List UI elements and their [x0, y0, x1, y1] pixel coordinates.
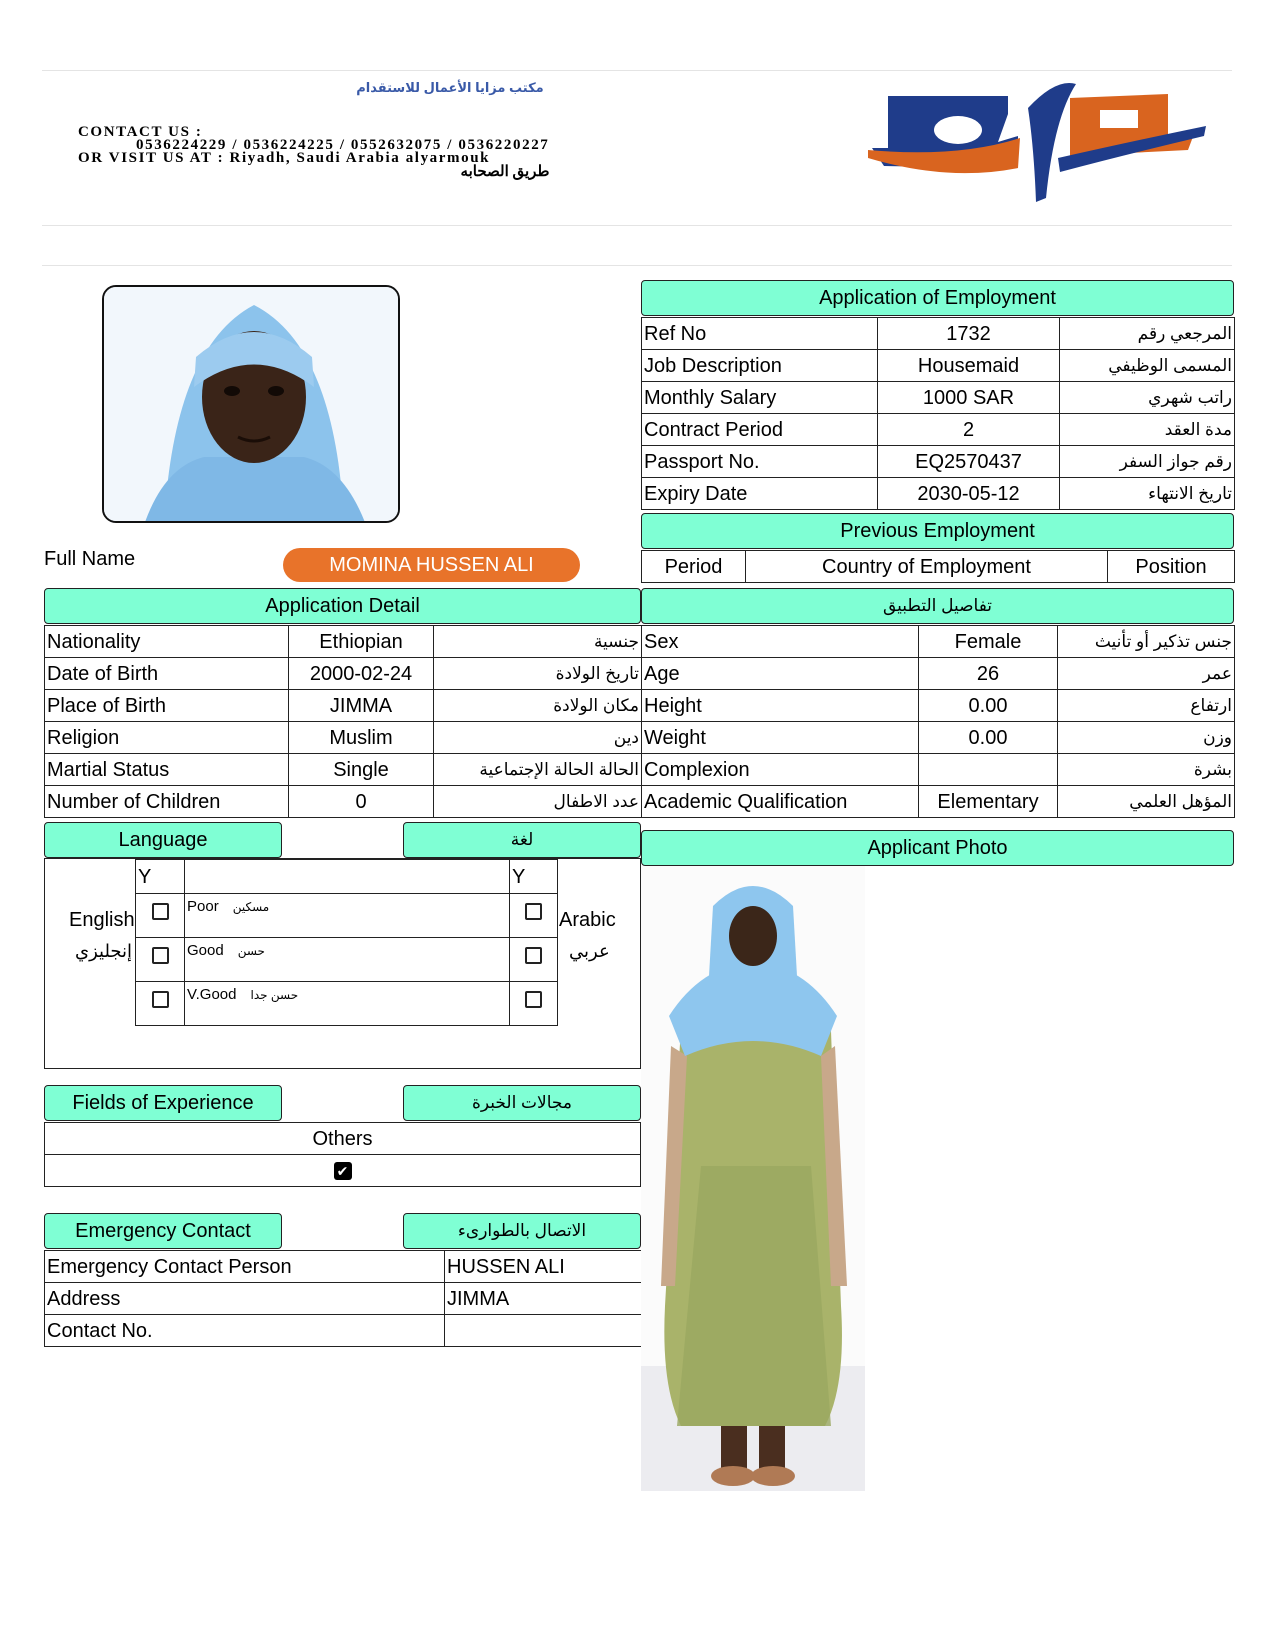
arabic-y-header: Y — [510, 860, 558, 894]
application-detail-ar-value: 0.00 — [919, 722, 1058, 754]
header-top-rule — [42, 70, 1232, 71]
application-detail-ar-label: Weight — [642, 722, 919, 754]
application-detail-table — [44, 625, 642, 818]
emergency-label: Contact No. — [45, 1315, 445, 1347]
application-employment-label: Job Description — [642, 350, 878, 382]
emergency-label: Address — [45, 1283, 445, 1315]
language-level-label-ar: مسكين — [232, 900, 270, 914]
previous-employment-table — [641, 550, 1235, 583]
experience-table — [44, 1122, 641, 1187]
prev-col-country: Country of Employment — [746, 551, 1108, 583]
arabic-level-checkbox[interactable] — [525, 947, 542, 964]
arabic-level-checkbox-cell — [510, 982, 558, 1026]
application-employment-label: Ref No — [642, 318, 878, 350]
application-detail-label: Place of Birth — [45, 690, 289, 722]
language-title: Language — [44, 822, 282, 858]
application-employment-value: Housemaid — [878, 350, 1060, 382]
application-employment-label: Monthly Salary — [642, 382, 878, 414]
application-detail-value: JIMMA — [289, 690, 434, 722]
application-employment-title: Application of Employment — [641, 280, 1234, 316]
application-employment-value: 2030-05-12 — [878, 478, 1060, 510]
application-detail-ar-label-ar: عمر — [1058, 658, 1235, 690]
language-level-label-ar: حسن — [237, 944, 265, 958]
emergency-value — [445, 1315, 642, 1347]
application-detail-ar-label: Height — [642, 690, 919, 722]
contact-phones: 0536224229 / 0536224225 / 0552632075 / 0536220227 — [136, 137, 550, 153]
application-detail-label-ar: تاريخ الولادة — [434, 658, 642, 690]
language-header-spacer — [185, 860, 510, 894]
english-level-checkbox-cell — [136, 982, 185, 1026]
english-level-checkbox-cell — [136, 894, 185, 938]
application-detail-ar-row — [642, 754, 1235, 786]
application-detail-value: 2000-02-24 — [289, 658, 434, 690]
emergency-title-ar: الاتصال بالطوارىء — [403, 1213, 641, 1249]
application-employment-label-ar: تاريخ الانتهاء — [1060, 478, 1235, 510]
emergency-row — [45, 1283, 642, 1315]
arabic-level-checkbox-cell — [510, 938, 558, 982]
language-level-label: Good — [187, 942, 224, 959]
language-level-label-ar: حسن جدا — [250, 988, 299, 1002]
application-detail-row — [45, 690, 642, 722]
office-name: مكتب مزايا الأعمال للاستقدام — [356, 80, 544, 95]
application-employment-value: 1732 — [878, 318, 1060, 350]
application-detail-ar-label: Sex — [642, 626, 919, 658]
english-level-checkbox[interactable] — [152, 903, 169, 920]
application-employment-row — [642, 350, 1235, 382]
arabic-label-ar: عربي — [569, 941, 610, 961]
passport-photo — [102, 285, 400, 523]
application-detail-ar-value: Female — [919, 626, 1058, 658]
application-detail-ar-row — [642, 722, 1235, 754]
language-level-row — [136, 938, 558, 982]
arabic-level-checkbox[interactable] — [525, 991, 542, 1008]
application-employment-value: EQ2570437 — [878, 446, 1060, 478]
contact-block — [78, 124, 549, 181]
contact-street: طريق الصحابه — [460, 164, 550, 180]
emergency-title: Emergency Contact — [44, 1213, 282, 1249]
language-level-label-cell — [185, 938, 510, 982]
application-detail-label: Martial Status — [45, 754, 289, 786]
application-detail-value: Muslim — [289, 722, 434, 754]
previous-employment-title: Previous Employment — [641, 513, 1234, 549]
application-employment-value: 2 — [878, 414, 1060, 446]
application-detail-ar-label: Age — [642, 658, 919, 690]
application-detail-row — [45, 626, 642, 658]
application-detail-ar-label-ar: ارتفاع — [1058, 690, 1235, 722]
application-detail-label-ar: مكان الولادة — [434, 690, 642, 722]
experience-title: Fields of Experience — [44, 1085, 282, 1121]
application-detail-ar-value: Elementary — [919, 786, 1058, 818]
application-detail-label: Religion — [45, 722, 289, 754]
english-level-checkbox-cell — [136, 938, 185, 982]
application-employment-row — [642, 414, 1235, 446]
application-employment-label: Passport No. — [642, 446, 878, 478]
emergency-row — [45, 1251, 642, 1283]
application-detail-row — [45, 786, 642, 818]
application-detail-ar-row — [642, 658, 1235, 690]
application-detail-ar-title: تفاصيل التطبيق — [641, 588, 1234, 624]
application-detail-row — [45, 658, 642, 690]
application-employment-row — [642, 382, 1235, 414]
application-detail-ar-label-ar: بشرة — [1058, 754, 1235, 786]
prev-col-position: Position — [1108, 551, 1235, 583]
arabic-label: Arabic — [559, 909, 616, 931]
arabic-level-checkbox-cell — [510, 894, 558, 938]
application-detail-ar-value: 0.00 — [919, 690, 1058, 722]
application-detail-value: 0 — [289, 786, 434, 818]
prev-col-period: Period — [642, 551, 746, 583]
experience-check-cell — [45, 1155, 641, 1187]
application-employment-value: 1000 SAR — [878, 382, 1060, 414]
application-employment-row — [642, 478, 1235, 510]
application-detail-ar-label-ar: وزن — [1058, 722, 1235, 754]
application-detail-ar-label-ar: المؤهل العلمي — [1058, 786, 1235, 818]
application-employment-label: Expiry Date — [642, 478, 878, 510]
language-level-row — [136, 982, 558, 1026]
application-detail-ar-label-ar: جنس تذكير أو تأنيث — [1058, 626, 1235, 658]
applicant-photo-title: Applicant Photo — [641, 830, 1234, 866]
emergency-value: JIMMA — [445, 1283, 642, 1315]
full-name-value: MOMINA HUSSEN ALI — [283, 548, 580, 582]
application-employment-label-ar: راتب شهري — [1060, 382, 1235, 414]
application-detail-ar-row — [642, 690, 1235, 722]
english-level-checkbox[interactable] — [152, 991, 169, 1008]
application-detail-label-ar: عدد الاطفال — [434, 786, 642, 818]
application-detail-label-ar: الحالة الحالة الإجتماعية — [434, 754, 642, 786]
language-level-label: V.Good — [187, 986, 237, 1003]
application-detail-value: Ethiopian — [289, 626, 434, 658]
section-rule — [42, 265, 1232, 266]
application-detail-ar-value: 26 — [919, 658, 1058, 690]
english-label: English — [69, 909, 135, 931]
english-label-ar: إنجليزي — [75, 941, 133, 961]
application-employment-label-ar: المرجعي رقم — [1060, 318, 1235, 350]
experience-field: Others — [45, 1123, 641, 1155]
applicant-full-photo — [641, 866, 865, 1491]
experience-title-ar: مجالات الخبرة — [403, 1085, 641, 1121]
application-detail-row — [45, 722, 642, 754]
application-detail-ar-row — [642, 626, 1235, 658]
language-level-label-cell — [185, 894, 510, 938]
arabic-level-checkbox[interactable] — [525, 903, 542, 920]
application-employment-label-ar: رقم جواز السفر — [1060, 446, 1235, 478]
emergency-row — [45, 1315, 642, 1347]
english-level-checkbox[interactable] — [152, 947, 169, 964]
language-title-ar: لغة — [403, 822, 641, 858]
application-employment-table — [641, 317, 1235, 510]
application-detail-title: Application Detail — [44, 588, 641, 624]
full-name-label: Full Name — [44, 548, 136, 570]
application-employment-label-ar: المسمى الوظيفي — [1060, 350, 1235, 382]
language-level-label: Poor — [187, 898, 219, 915]
language-level-row — [136, 894, 558, 938]
application-detail-label: Date of Birth — [45, 658, 289, 690]
contact-address: OR VISIT US AT : Riyadh, Saudi Arabia alyarmouk — [78, 150, 491, 166]
application-detail-label-ar: دين — [434, 722, 642, 754]
application-detail-ar-table — [641, 625, 1235, 818]
english-y-header: Y — [136, 860, 185, 894]
application-employment-row — [642, 446, 1235, 478]
application-employment-label-ar: مدة العقد — [1060, 414, 1235, 446]
application-detail-ar-value — [919, 754, 1058, 786]
emergency-label: Emergency Contact Person — [45, 1251, 445, 1283]
application-employment-label: Contract Period — [642, 414, 878, 446]
application-detail-value: Single — [289, 754, 434, 786]
application-detail-ar-label: Academic Qualification — [642, 786, 919, 818]
application-detail-ar-row — [642, 786, 1235, 818]
application-detail-label: Number of Children — [45, 786, 289, 818]
language-level-label-cell — [185, 982, 510, 1026]
header-bottom-rule — [42, 225, 1232, 226]
emergency-value: HUSSEN ALI — [445, 1251, 642, 1283]
application-detail-row — [45, 754, 642, 786]
language-panel — [44, 858, 641, 1069]
language-level-table — [135, 859, 558, 1026]
application-employment-row — [642, 318, 1235, 350]
application-detail-label-ar: جنسية — [434, 626, 642, 658]
application-detail-ar-label: Complexion — [642, 754, 919, 786]
company-logo — [868, 78, 1218, 218]
contact-label: CONTACT US : — [78, 124, 203, 140]
emergency-table — [44, 1250, 642, 1347]
application-detail-label: Nationality — [45, 626, 289, 658]
experience-checkbox-checked[interactable]: ✔ — [334, 1162, 352, 1180]
